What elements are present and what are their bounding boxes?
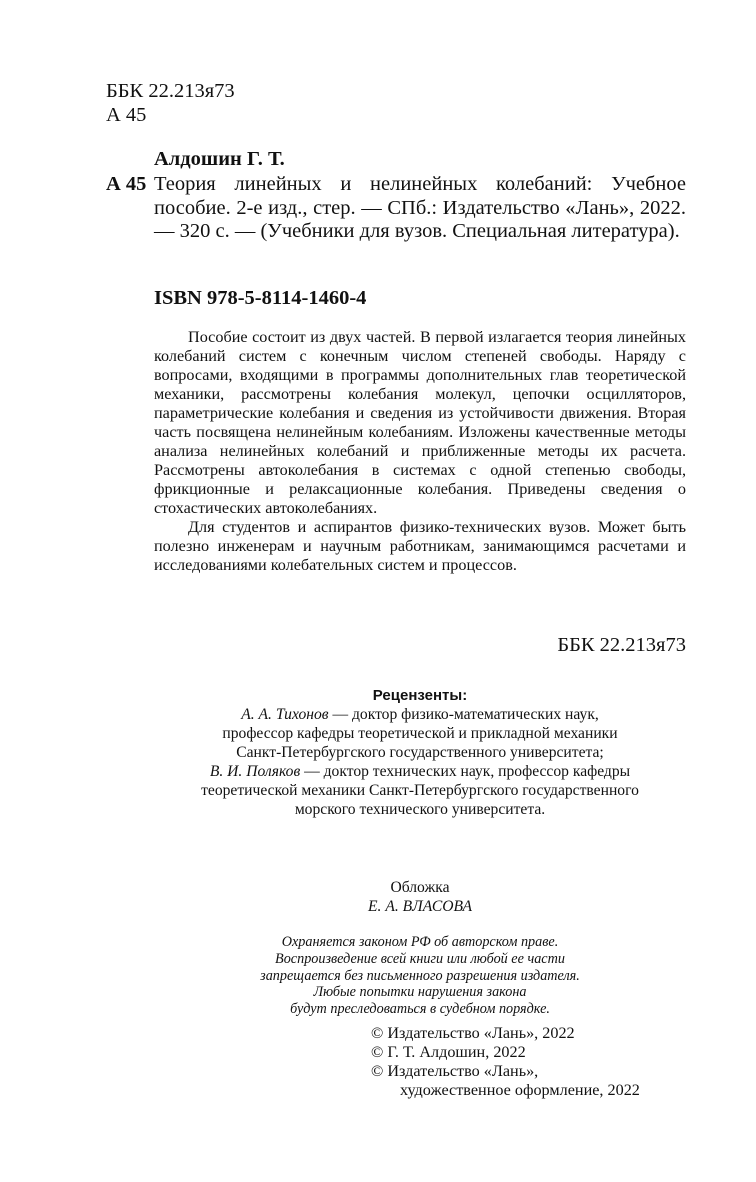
cover-label: Обложка <box>390 879 450 896</box>
reviewers-block <box>150 686 690 819</box>
copyright-notice <box>150 934 690 1018</box>
isbn: ISBN 978-5-8114-1460-4 <box>154 287 367 309</box>
reviewer-title: — доктор физико-математических наук, <box>328 706 599 723</box>
copyright-block <box>371 1024 640 1100</box>
author-mark: А 45 <box>106 104 147 126</box>
entry-code: А 45 <box>106 173 147 195</box>
notice-line: Охраняется законом РФ об авторском праве. <box>281 934 559 950</box>
abstract-paragraph: Для студентов и аспирантов физико-технических вузов. Может быть полезно инженерам и научным работникам, занимающимся расчетами и исследованиями колебательных систем и процессов. <box>154 518 686 574</box>
entry-author: Алдошин Г. Т. <box>154 148 285 170</box>
bbk-header <box>106 80 235 128</box>
abstract <box>154 328 686 575</box>
reviewer-title: — доктор технических наук, профессор кафедры <box>300 763 631 780</box>
copyright-line: © Издательство «Лань», <box>371 1062 539 1080</box>
reviewer-2 <box>150 762 690 781</box>
reviewer-1 <box>150 705 690 724</box>
notice-line: запрещается без письменного разрешения издателя. <box>260 967 580 984</box>
reviewers-heading: Рецензенты: <box>372 687 468 704</box>
bbk-code: ББК 22.213я73 <box>106 80 235 102</box>
copyright-line: © Издательство «Лань», 2022 <box>371 1024 575 1042</box>
notice-line: будут преследоваться в судебном порядке. <box>290 1001 550 1018</box>
copyright-line: художественное оформление, 2022 <box>400 1081 640 1099</box>
cover-artist: Е. А. ВЛАСОВА <box>368 898 472 915</box>
notice-line: Любые попытки нарушения закона <box>313 984 527 1001</box>
notice-line: Воспроизведение всей книги или любой ее части <box>275 950 565 967</box>
reviewer-2-line: теоретической механики Санкт-Петербургского государственного <box>201 782 639 799</box>
reviewer-2-line: морского технического университета. <box>294 801 546 818</box>
reviewer-1-line: Санкт-Петербургского государственного университета; <box>236 744 604 761</box>
copyright-line: © Г. Т. Алдошин, 2022 <box>371 1043 526 1061</box>
reviewer-1-line: профессор кафедры теоретической и прикладной механики <box>222 725 618 742</box>
entry-description: Теория линейных и нелинейных колебаний: Учебное пособие. 2-е изд., стер. — СПб.: Издательство «Лань», 2022. — 320 с. — (Учебники для вузов. Специальная литература). <box>154 173 686 242</box>
reviewer-name: А. А. Тихонов <box>241 706 329 723</box>
reviewer-name: В. И. Поляков <box>209 763 301 780</box>
abstract-paragraph: Пособие состоит из двух частей. В первой излагается теория линейных колебаний систем с конечным числом степеней свободы. Наряду с вопросами, входящими в программы дополнительных глав теоретической механики, рассмотрены колебания молекул, цепочки осцилляторов, параметрические колебания и сведения из устойчивости движения. Вторая часть посвящена нелинейным колебаниям. Изложены качественные методы анализа нелинейных колебаний и приближенные методы их расчета. Рассмотрены автоколебания в системах с одной степенью свободы, фрикционные и релаксационные колебания. Приведены сведения о стохастических автоколебаниях. <box>154 328 686 517</box>
cover-credit <box>200 878 640 916</box>
bbk-footer: ББК 22.213я73 <box>557 634 686 656</box>
